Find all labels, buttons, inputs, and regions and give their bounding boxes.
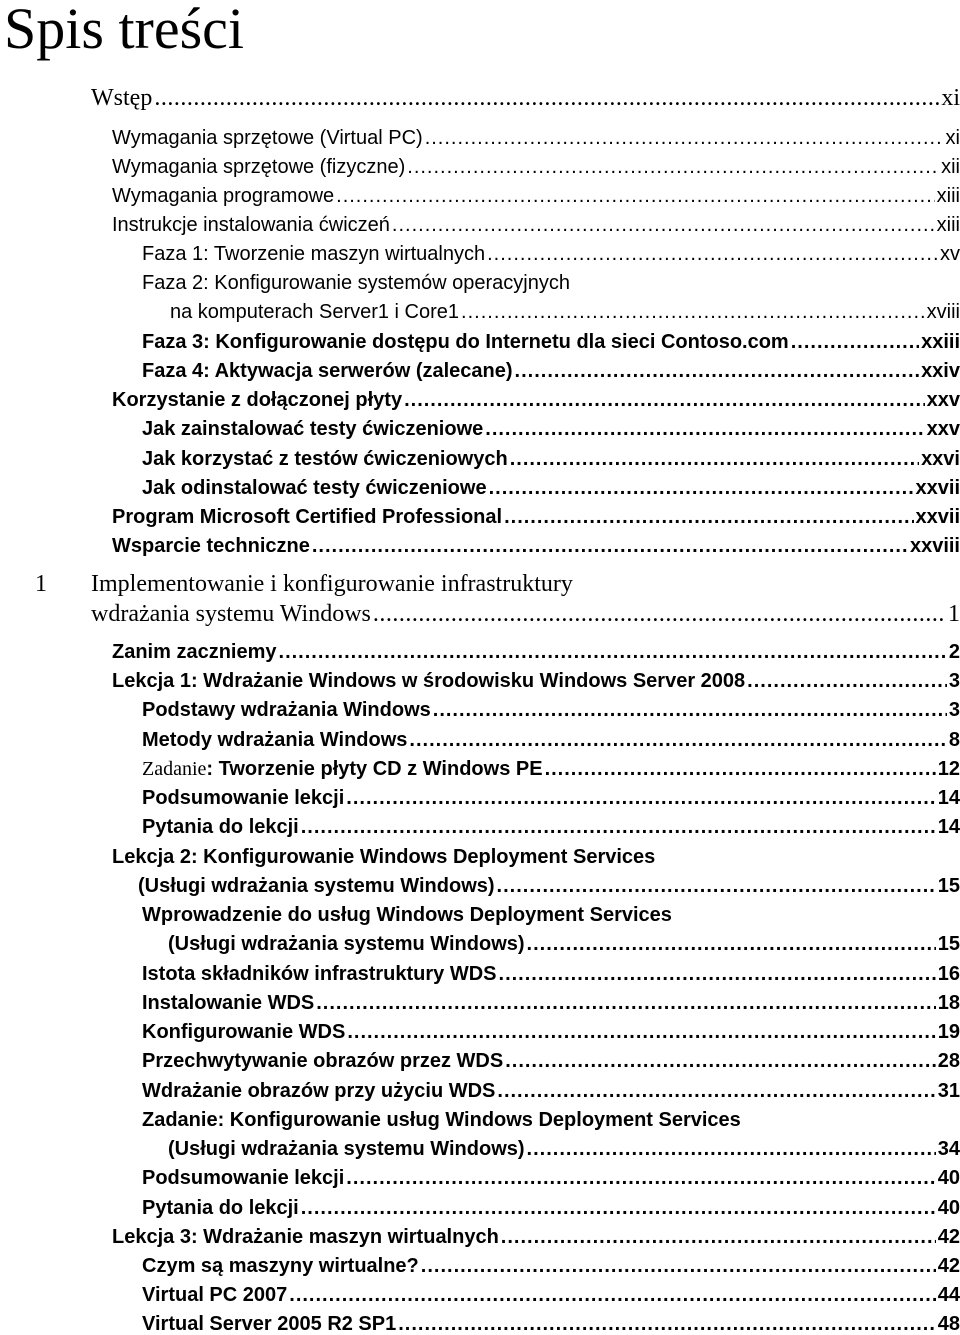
toc-entry-label: Czym są maszyny wirtualne? <box>142 1255 419 1277</box>
toc-entry[interactable] <box>168 1139 960 1159</box>
toc-entry-label-text: : Tworzenie płyty CD z Windows PE <box>206 758 543 780</box>
toc-entry-label: Virtual Server 2005 R2 SP1 <box>142 1313 397 1335</box>
toc-entry-page: 31 <box>937 1080 960 1102</box>
toc-entry-page: xxv <box>926 418 960 440</box>
toc-entry-page: 12 <box>937 758 960 780</box>
toc-entry[interactable] <box>112 157 960 177</box>
toc-entry[interactable] <box>112 642 960 662</box>
toc-entry[interactable] <box>112 390 960 410</box>
toc-entry[interactable] <box>142 1168 960 1188</box>
toc-entry-page: xxiii <box>921 331 960 353</box>
toc-entry-page: xxvi <box>921 448 960 470</box>
toc-entry[interactable] <box>142 1022 960 1042</box>
dot-leader <box>545 759 936 779</box>
dot-leader <box>398 1314 936 1334</box>
dot-leader <box>301 817 936 837</box>
toc-entry-page: xiii <box>936 185 960 207</box>
toc-entry-page: 2 <box>948 641 960 663</box>
toc-entry[interactable] <box>142 449 960 469</box>
toc-entry[interactable] <box>112 507 960 527</box>
toc-entry-page: 3 <box>948 670 960 692</box>
toc-entry-page: xv <box>940 243 960 265</box>
toc-entry[interactable] <box>142 730 960 750</box>
dot-leader <box>791 332 919 352</box>
toc-entry-label: Instalowanie WDS <box>142 992 315 1014</box>
toc-entry[interactable] <box>142 1081 960 1101</box>
toc-entry-page: 42 <box>937 1255 960 1277</box>
toc-entry-label: Faza 3: Konfigurowanie dostępu do Internetu dla sieci Contoso.com <box>142 331 789 353</box>
toc-entry-label: Wprowadzenie do usług Windows Deployment Services <box>142 904 672 926</box>
dot-leader <box>489 478 914 498</box>
dot-leader <box>433 700 947 720</box>
dot-leader <box>409 730 946 750</box>
toc-entry-page: 18 <box>937 992 960 1014</box>
dot-leader <box>501 1227 936 1247</box>
toc-entry-page: 14 <box>937 787 960 809</box>
toc-entry-label: Program Microsoft Certified Professional <box>112 506 503 528</box>
dot-leader <box>301 1198 936 1218</box>
dot-leader <box>527 1139 936 1159</box>
toc-entry-label-prefix: Zadanie <box>142 758 207 780</box>
toc-entry[interactable] <box>142 759 960 779</box>
toc-entry-line1[interactable] <box>112 847 960 867</box>
dot-leader <box>407 157 939 177</box>
toc-entry-label: Podstawy wdrażania Windows <box>142 699 431 721</box>
toc-entry-label: Wymagania sprzętowe (fizyczne) <box>112 156 406 178</box>
toc-entry-label: Faza 1: Tworzenie maszyn wirtualnych <box>142 243 486 265</box>
toc-entry[interactable] <box>170 302 960 322</box>
toc-entry-label: Faza 2: Konfigurowanie systemów operacyjnych <box>142 272 570 294</box>
toc-entry[interactable] <box>112 536 960 556</box>
toc-entry-label: Wsparcie techniczne <box>112 535 310 557</box>
toc-entry[interactable] <box>112 215 960 235</box>
toc-entry-label: Podsumowanie lekcji <box>142 787 345 809</box>
dot-leader <box>312 536 908 556</box>
dot-leader <box>347 1022 935 1042</box>
toc-entry-label: Lekcja 2: Konfigurowanie Windows Deployment Services <box>112 846 656 868</box>
toc-entry-page: 42 <box>937 1226 960 1248</box>
toc-entry[interactable] <box>142 993 960 1013</box>
toc-entry-page: xxv <box>926 389 960 411</box>
toc-entry[interactable] <box>142 1285 960 1305</box>
toc-entry-label: Podsumowanie lekcji <box>142 1167 345 1189</box>
dot-leader <box>497 876 936 896</box>
dot-leader <box>527 934 936 954</box>
toc-entry-label: Przechwytywanie obrazów przez WDS <box>142 1050 504 1072</box>
toc-entry-line1[interactable] <box>142 273 960 293</box>
toc-entry-page: 16 <box>937 963 960 985</box>
toc-entry[interactable] <box>142 1314 960 1334</box>
toc-entry-page: 40 <box>937 1167 960 1189</box>
toc-entry[interactable] <box>142 332 960 352</box>
toc-entry-label: (Usługi wdrażania systemu Windows) <box>138 875 495 897</box>
toc-entry-label: Konfigurowanie WDS <box>142 1021 346 1043</box>
toc-entry-label: Zanim zaczniemy <box>112 641 277 663</box>
dot-leader <box>504 507 913 527</box>
chapter-title: Implementowanie i konfigurowanie infrastruktury <box>91 571 573 597</box>
toc-entry[interactable] <box>112 671 960 691</box>
chapter-number: 1 <box>35 571 47 597</box>
toc-entry-label: (Usługi wdrażania systemu Windows) <box>168 1138 525 1160</box>
toc-entry-page: 44 <box>937 1284 960 1306</box>
dot-leader <box>154 86 939 110</box>
toc-entry-label: Korzystanie z dołączonej płyty <box>112 389 403 411</box>
toc-entry[interactable] <box>138 876 960 896</box>
toc-entry-page: xxviii <box>909 535 960 557</box>
toc-entry[interactable] <box>112 1227 960 1247</box>
toc-entry[interactable] <box>142 478 960 498</box>
chapter-heading[interactable] <box>91 602 960 626</box>
dot-leader <box>392 215 935 235</box>
chapter-title: wdrażania systemu Windows <box>91 601 371 627</box>
toc-entry-page: xxvii <box>915 506 960 528</box>
toc-entry-page: xxiv <box>921 360 960 382</box>
dot-leader <box>515 361 920 381</box>
dot-leader <box>373 602 946 626</box>
toc-entry-label: Istota składników infrastruktury WDS <box>142 963 497 985</box>
toc-entry-label: Pytania do lekcji <box>142 816 299 838</box>
dot-leader <box>316 993 936 1013</box>
toc-entry-label: Jak zainstalować testy ćwiczeniowe <box>142 418 484 440</box>
toc-entry[interactable] <box>142 1256 960 1276</box>
dot-leader <box>499 964 936 984</box>
toc-entry-label: Metody wdrażania Windows <box>142 729 408 751</box>
dot-leader <box>505 1051 936 1071</box>
toc-entry-page: 40 <box>937 1197 960 1219</box>
dot-leader <box>279 642 947 662</box>
chapter-page: 1 <box>948 601 960 627</box>
dot-leader <box>421 1256 936 1276</box>
toc-entry-line1[interactable] <box>142 1110 960 1130</box>
toc-entry-page: 3 <box>948 699 960 721</box>
toc-entry-page: 15 <box>937 933 960 955</box>
toc-entry-page: xi <box>945 127 960 149</box>
toc-entry-label: Jak odinstalować testy ćwiczeniowe <box>142 477 487 499</box>
dot-leader <box>404 390 925 410</box>
toc-entry-label: Wymagania sprzętowe (Virtual PC) <box>112 127 423 149</box>
dot-leader <box>461 302 925 322</box>
toc-entry-label <box>142 759 543 779</box>
toc-entry[interactable] <box>142 788 960 808</box>
toc-entry-page: xi <box>941 85 960 111</box>
toc-entry-page: 14 <box>937 816 960 838</box>
toc-entry-label: Faza 4: Aktywacja serwerów (zalecane) <box>142 360 513 382</box>
toc-entry-page: 48 <box>937 1313 960 1335</box>
toc-entry-label: Lekcja 3: Wdrażanie maszyn wirtualnych <box>112 1226 499 1248</box>
toc-entry-label: Jak korzystać z testów ćwiczeniowych <box>142 448 508 470</box>
dot-leader <box>346 1168 935 1188</box>
dot-leader <box>346 788 935 808</box>
toc-entry-page: xii <box>941 156 960 178</box>
toc-entry-page: xxvii <box>915 477 960 499</box>
toc-entry[interactable] <box>142 817 960 837</box>
toc-entry-label: Zadanie: Konfigurowanie usług Windows Deployment Services <box>142 1109 741 1131</box>
toc-entry[interactable] <box>142 1198 960 1218</box>
toc-entry-page: 28 <box>937 1050 960 1072</box>
toc-entry[interactable] <box>142 964 960 984</box>
toc-entry[interactable] <box>112 128 960 148</box>
toc-entry-wstep[interactable] <box>91 86 960 110</box>
dot-leader <box>289 1285 935 1305</box>
toc-entry-label: Instrukcje instalowania ćwiczeń <box>112 214 390 236</box>
toc-entry-label: (Usługi wdrażania systemu Windows) <box>168 933 525 955</box>
dot-leader <box>425 128 944 148</box>
dot-leader <box>747 671 947 691</box>
toc-entry-label: Virtual PC 2007 <box>142 1284 288 1306</box>
toc-entry-page: 15 <box>937 875 960 897</box>
toc-entry-label: na komputerach Server1 i Core1 <box>170 301 460 323</box>
chapter-heading-line1[interactable] <box>35 571 960 597</box>
toc-entry-page: xiii <box>936 214 960 236</box>
toc-entry-page: 19 <box>937 1021 960 1043</box>
toc-entry-label: Wstęp <box>91 85 153 111</box>
toc-entry-page: 8 <box>948 729 960 751</box>
toc-entry[interactable] <box>142 419 960 439</box>
toc-entry[interactable] <box>142 361 960 381</box>
toc-entry-page: 34 <box>937 1138 960 1160</box>
dot-leader <box>336 186 935 206</box>
toc-entry-label: Wdrażanie obrazów przy użyciu WDS <box>142 1080 496 1102</box>
toc-entry-page: xviii <box>926 301 960 323</box>
dot-leader <box>485 419 924 439</box>
toc-entry-label: Pytania do lekcji <box>142 1197 299 1219</box>
toc-entry-label: Wymagania programowe <box>112 185 335 207</box>
toc-entry-label: Lekcja 1: Wdrażanie Windows w środowisku Windows Server 2008 <box>112 670 746 692</box>
toc-entry-line1[interactable] <box>142 905 960 925</box>
toc-entry[interactable] <box>142 1051 960 1071</box>
page-title: Spis treści <box>4 0 245 61</box>
dot-leader <box>497 1081 935 1101</box>
toc-entry[interactable] <box>168 934 960 954</box>
toc-entry[interactable] <box>142 700 960 720</box>
toc-entry[interactable] <box>112 186 960 206</box>
toc-entry[interactable] <box>142 244 960 264</box>
dot-leader <box>487 244 938 264</box>
dot-leader <box>510 449 919 469</box>
